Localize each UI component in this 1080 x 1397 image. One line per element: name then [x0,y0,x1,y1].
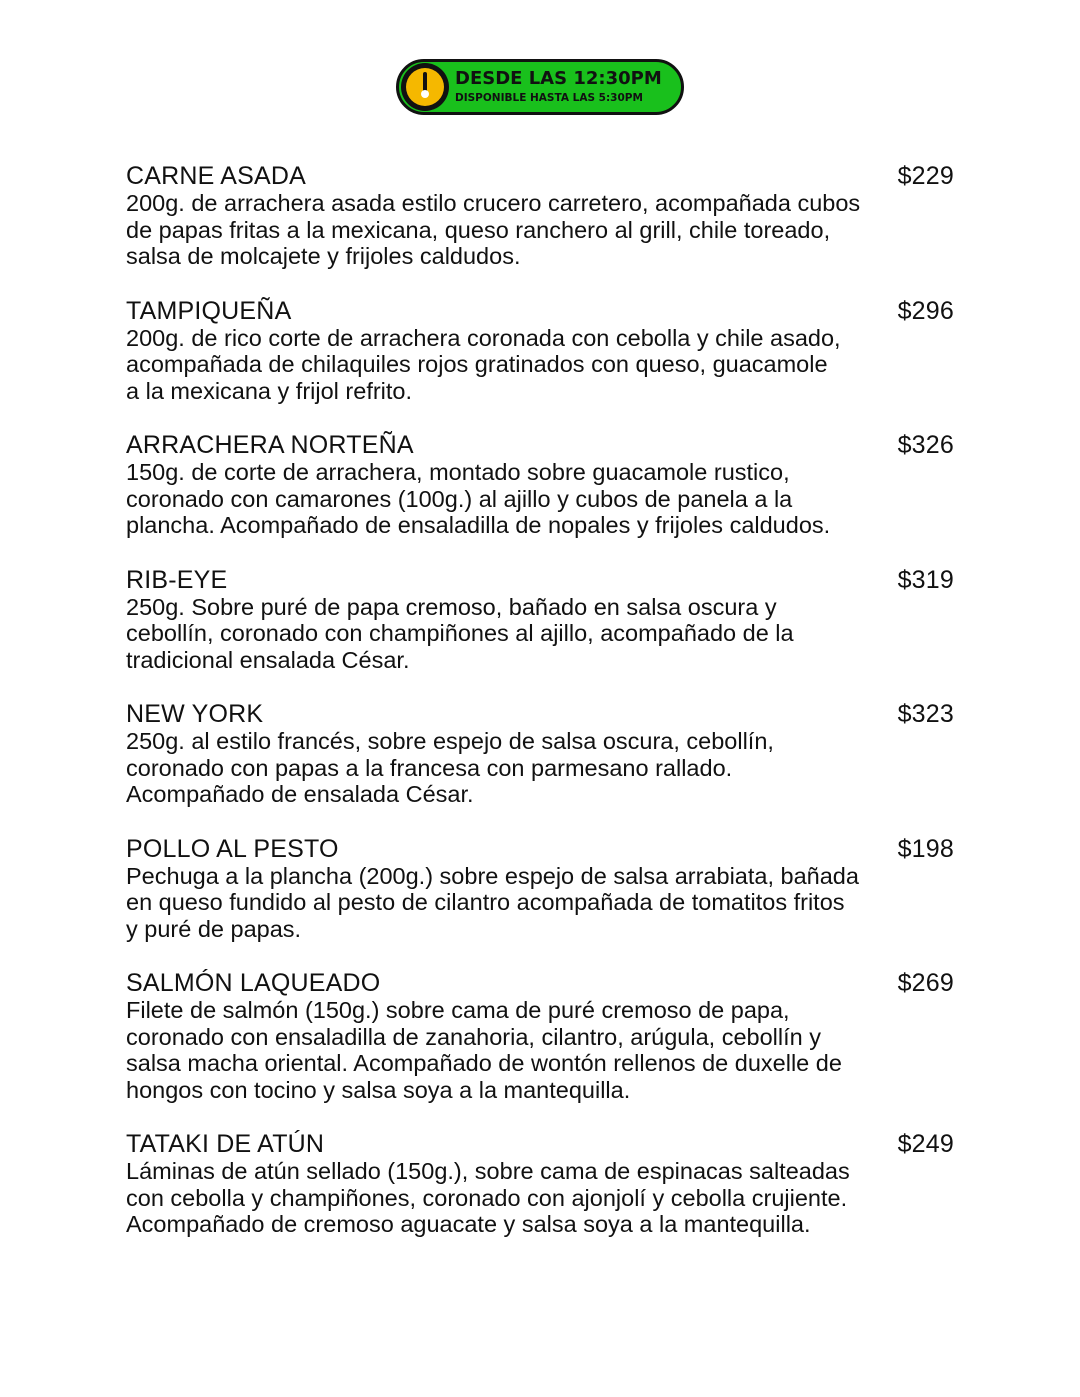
menu-item [126,430,954,539]
menu-item-price: $269 [897,969,954,997]
menu-item-name: RIB-EYE [126,565,228,594]
menu-item-name: TATAKI DE ATÚN [126,1130,325,1158]
menu-item-name: TAMPIQUEÑA [126,296,292,325]
clock-icon [401,63,449,111]
menu-item [126,1129,954,1238]
menu-item [126,161,954,270]
menu-item-price: $229 [897,162,954,190]
menu-item-name: NEW YORK [126,700,264,728]
menu-item-description: 200g. de arrachera asada estilo crucero carretero, acompañada cubos de papas fritas a la mexicana, queso ranchero al grill, chile toreado, salsa de molcajete y frijoles caldudos. [126,190,861,269]
menu-item-price: $296 [897,296,954,325]
menu-item-description: 150g. de corte de arrachera, montado sobre guacamole rustico, coronado con camarones (100g.) al ajillo y cubos de panela a la plancha. Acompañado de ensaladilla de nopales y frijoles caldudos. [126,459,831,538]
menu-item [126,699,954,808]
menu-item-description: Pechuga a la plancha (200g.) sobre espejo de salsa arrabiata, bañada en queso fundido al pesto de cilantro acompañada de tomatitos fritos y puré de papas. [126,862,859,942]
menu-item-description: Láminas de atún sellado (150g.), sobre cama de espinacas salteadas con cebolla y champiñones, coronado con ajonjolí y cebolla crujiente. Acompañado de cremoso aguacate y salsa soya a la mantequilla. [126,1158,850,1237]
menu-item [126,968,954,1103]
menu-item-name: ARRACHERA NORTEÑA [126,431,414,459]
badge-title: DESDE LAS 12:30PM [455,68,662,89]
schedule-badge [396,59,684,115]
menu-item-description: 200g. de rico corte de arrachera coronada con cebolla y chile asado, acompañada de chilaquiles rojos gratinados con queso, guacamole a la mexicana y frijol refrito. [126,324,841,404]
menu-item-name: SALMÓN LAQUEADO [126,969,381,997]
menu-item-price: $323 [897,700,954,728]
menu-item [126,565,954,674]
badge-subtitle: DISPONIBLE HASTA LAS 5:30PM [455,92,643,104]
menu-item-name: POLLO AL PESTO [126,834,339,863]
menu-item-description: 250g. al estilo francés, sobre espejo de salsa oscura, cebollín, coronado con papas a la francesa con parmesano rallado. Acompañado de ensalada César. [126,728,774,807]
menu-item-price: $198 [897,834,954,863]
menu-list [126,161,954,1264]
menu-item-description: Filete de salmón (150g.) sobre cama de puré cremoso de papa, coronado con ensaladilla de zanahoria, cilantro, arúgula, cebollín y salsa macha oriental. Acompañado de wontón rellenos de duxelle de hongos con tocino y salsa soya a la mantequilla. [126,997,842,1103]
menu-item [126,296,954,405]
menu-item-price: $249 [897,1130,954,1158]
menu-item [126,834,954,943]
menu-item-price: $319 [897,565,954,594]
menu-item-price: $326 [897,431,954,459]
menu-item-name: CARNE ASADA [126,162,307,190]
menu-item-description: 250g. Sobre puré de papa cremoso, bañado en salsa oscura y cebollín, coronado con champiñones al ajillo, acompañado de la tradicional ensalada César. [126,593,794,673]
